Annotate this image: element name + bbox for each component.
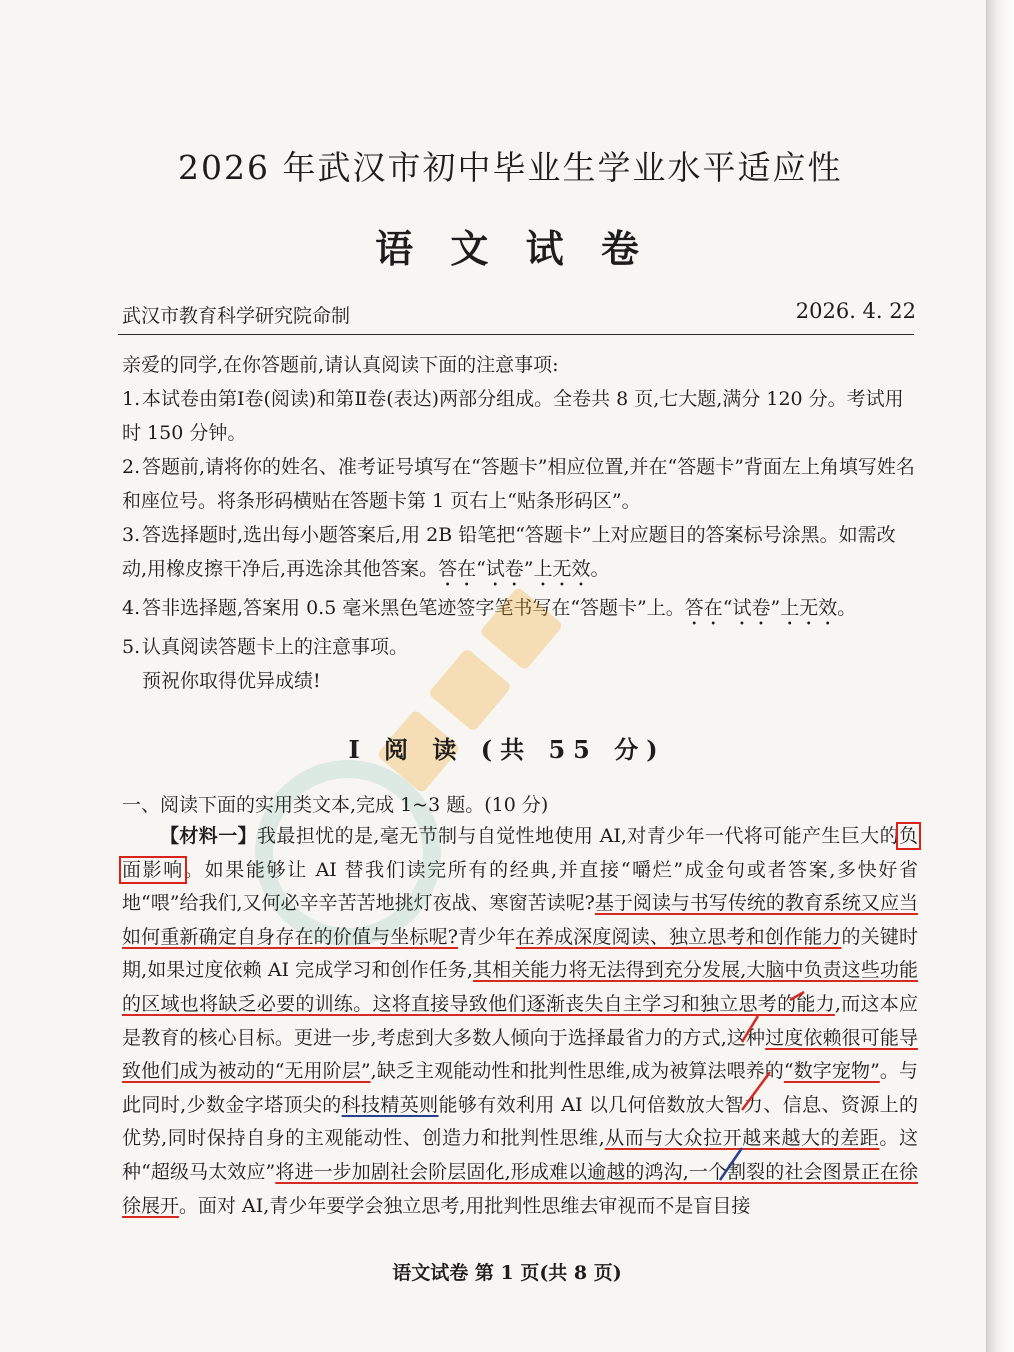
underlined-annotation: 这将直接导致他们逐渐丧失自主学习和独立思考的能力 xyxy=(372,992,835,1015)
subject-title: 语 文 试 卷 xyxy=(375,226,651,271)
issuer: 武汉市教育科学研究院命制 xyxy=(122,305,351,327)
instruction-text: 答非选择题,答案用 0.5 毫米黑色笔迹签字笔书写在“答题卡”上。 xyxy=(142,597,685,619)
instruction-number: 2. xyxy=(122,456,141,478)
section-title: Ⅰ 阅 读 (共 55 分) xyxy=(348,735,666,764)
passage-text: 。与此同时,少数金字塔顶尖的 xyxy=(122,1060,918,1116)
instruction-number: 3. xyxy=(122,524,141,546)
boxed-annotation: 负面影响 xyxy=(122,825,918,881)
instruction-item xyxy=(122,450,920,518)
instruction-number: 5. xyxy=(122,636,141,658)
header-divider xyxy=(118,334,914,335)
underlined-annotation: 在养成深度阅读、独立思考和创作能力 xyxy=(515,925,842,948)
instruction-item xyxy=(122,382,920,450)
passage-text: 。面对 AI,青少年要学会独立思考,用批判性思维去审视而不是盲目接 xyxy=(179,1194,751,1217)
reading-passage xyxy=(122,820,918,1223)
passage-text: 青少年 xyxy=(458,925,516,948)
instructions-intro: 亲爱的同学,在你答题前,请认真阅读下面的注意事项: xyxy=(122,354,559,376)
instruction-number: 4. xyxy=(122,597,141,619)
instruction-text: 答题前,请将你的姓名、准考证号填写在“答题卡”相应位置,并在“答题卡”背面左上角填写姓名和座位号。将条形码横贴在答题卡第 1 页右上“贴条形码区”。 xyxy=(122,456,915,512)
passage-text: 。这种“超级马太效应” xyxy=(122,1127,918,1183)
instruction-number: 1. xyxy=(122,388,141,410)
instruction-item xyxy=(122,518,920,591)
page-binding-edge xyxy=(986,0,1014,1352)
instruction-emphasis: 答在“试卷”上无效。 xyxy=(438,558,610,580)
exam-date: 2026. 4. 22 xyxy=(795,299,916,323)
instruction-text: 本试卷由第Ⅰ卷(阅读)和第Ⅱ卷(表达)两部分组成。全卷共 8 页,七大题,满分 120 分。考试用时 150 分钟。 xyxy=(122,388,904,444)
passage-text: ,缺乏主观能动性和批判性思维,成为被算法喂养的 xyxy=(370,1060,784,1083)
instructions-closing xyxy=(122,664,920,698)
exam-title: 2026 年武汉市初中毕业生学业水平适应性 xyxy=(178,148,843,187)
underlined-annotation: “数字宠物” xyxy=(783,1060,880,1083)
instruction-text: 答选择题时,选出每小题答案后,用 2B 铅笔把“答题卡”上对应题目的答案标号涂黑。如需改动,用橡皮擦干净后,再选涂其他答案。 xyxy=(122,524,896,580)
question-heading: 一、阅读下面的实用类文本,完成 1~3 题。(10 分) xyxy=(122,794,549,816)
underlined-annotation: 从而与大众拉开越来越大的差距 xyxy=(604,1127,880,1150)
instruction-emphasis: 答在“试卷”上无效。 xyxy=(684,597,857,619)
underlined-annotation: 基于阅读与书写传统的教育系统又应当如何重新确定自身存在的价值与坐标呢? xyxy=(122,892,918,948)
instruction-item xyxy=(122,591,920,630)
underlined-annotation: 科技精英则 xyxy=(341,1093,439,1116)
instruction-text: 认真阅读答题卡上的注意事项。 xyxy=(142,636,409,658)
material-label: 【材料一】 xyxy=(160,825,258,847)
closing-text: 预祝你取得优异成绩! xyxy=(142,670,321,692)
underlined-annotation: 将进一步加剧社会阶层固化,形成难以逾越的鸿沟,一个割裂的社会图景正在徐徐展开 xyxy=(122,1160,918,1217)
passage-text: 的关键时期,如果过度依赖 AI 完成学习和创作任务, xyxy=(122,925,918,982)
instruction-item xyxy=(122,630,920,664)
passage-text: 我最担忧的是,毫无节制与自觉性地使用 AI,对青少年一代将可能产生巨大的 xyxy=(257,825,899,847)
underlined-annotation: 其相关能力将无法得到充分发展,大脑中负责这些功能的区域也将缺乏必要的训练。 xyxy=(122,959,918,1015)
underlined-annotation: 过度依赖很可能导致他们成为被动的“无用阶层” xyxy=(122,1026,918,1083)
passage-text: ,而这本应是教育的核心目标。更进一步,考虑到大多数人倾向于选择最省力的方式,这种 xyxy=(122,992,918,1049)
instructions xyxy=(122,348,920,698)
passage-text: 。如果能够让 AI 替我们读完所有的经典,并直接“嚼烂”成金句或者答案,多快好省地“喂”给我们,又何必辛辛苦苦地挑灯夜战、寒窗苦读呢? xyxy=(122,858,918,915)
passage-text: 能够有效利用 AI 以几何倍数放大智力、信息、资源上的优势,同时保持自身的主观能动性、创造力和批判性思维, xyxy=(122,1093,918,1150)
page-footer: 语文试卷 第 1 页(共 8 页) xyxy=(392,1262,622,1284)
